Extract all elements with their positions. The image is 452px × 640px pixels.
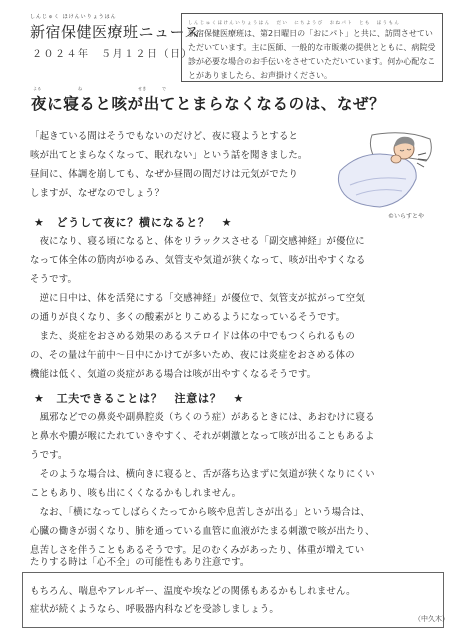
intro-line-4: しますが、なぜなのでしょう？	[30, 188, 165, 199]
headline: 夜に寝ると咳が出てとまらなくなるのは、なぜ？	[31, 95, 386, 113]
notice-text: 新宿保健医療班は、第2日曜日の「おにパト」と共に、訪問させていただいています。主に医師、一般的な市販薬の提供とともに、病院受診が必要な場合のお手伝いをさせていただいています。何か心配なことがありましたら、お声掛けください。	[188, 29, 436, 80]
section1-line: なって体全体の筋肉がゆるみ、気管支や気道が狭くなって、咳が出やすくなる	[30, 255, 366, 266]
section1-line: の、その量は午前中〜日中にかけてが多いため、夜には炎症をおさめる体の	[30, 350, 355, 361]
notice-ruby: しんじゅくほけんいりょうはん だい にちようび おねパト とも ほうもん	[188, 21, 401, 26]
intro-line-2: 咳が出てとまらなくなって、眠れない」という話を聞きました。	[30, 150, 308, 161]
section2-line: こともあり、咳も出にくくなるかもしれません。	[30, 488, 242, 499]
intro-line-1: 「起きている間はそうでもないのだけど、夜に寝ようとすると	[30, 131, 299, 142]
intro-line-3: 昼间に、体調を崩しても、なぜか昼間の間だけは元気がでたり	[30, 169, 299, 180]
headline-ruby-3: せき	[138, 86, 147, 91]
closing-box	[22, 572, 444, 628]
section2-line: うです。	[30, 450, 68, 461]
closing-line: もちろん、喘息やアレルギー、温度や埃などの関係もあるかもしれません。	[30, 586, 356, 597]
section1-line: また、炎症をおさめる効果のあるステロイドは体の中でもつくられるもの	[30, 331, 356, 342]
author-signature: （中久木）	[414, 615, 449, 623]
section2-line: そのような場合は、横向きに寝ると、舌が落ち込まずに気道が狭くなりにくい	[30, 469, 375, 480]
section1-heading: ★ どうして夜に？横になると？ ★	[34, 216, 233, 229]
section1-line: 逆に日中は、体を活発にする「交感神経」が優位で、気管支が拡がって空気	[30, 293, 365, 304]
closing-line: 症状が続くようなら、呼吸器内科などを受診しましょう。	[30, 604, 279, 615]
section2-line: 風邪などでの鼻炎や副鼻腔炎（ちくのう症）があるときには、あおむけに寝る	[30, 412, 375, 423]
headline-ruby-4: で	[162, 86, 167, 91]
section1-line: の通りが良くなり、多くの酸素がとりこめるようになっているそうです。	[30, 312, 346, 323]
section2-line: 息苦しさを伴うこともあるそうです。足のむくみがあったり、体重が増えてい	[30, 545, 365, 556]
section1-line: 機能は低く、気道の炎症がある場合は咳が出やすくなるそうです。	[30, 369, 317, 380]
coughing-in-bed-illustration	[334, 127, 438, 211]
notice-box	[181, 13, 443, 82]
section2-line: たりする時は「心不全」の可能性もあり注意です。	[30, 557, 250, 568]
headline-ruby-1: よる	[33, 86, 42, 91]
headline-ruby-2: ね	[78, 86, 83, 91]
section2-line: と鼻水や膿が喉にたれていきやすく、それが刺激となって咳が出ることもあるよ	[30, 431, 375, 442]
illustration-credit: ©いらすとや	[388, 213, 425, 220]
section2-line: なお、「横になってしばらくたってから咳や息苦しさが出る」という場合は、	[30, 507, 371, 518]
section1-line: そうです。	[30, 274, 78, 285]
section1-line: 夜になり、寝る頃になると、体をリラックスさせる「副交感神経」が優位に	[30, 236, 365, 247]
section2-line: 心臓の働きが弱くなり、肺を通っている血管に血液がたまる刺激で咳が出たり、	[30, 526, 375, 537]
issue-date: ２０２４年 ５月１２日（日）	[32, 49, 193, 60]
section2-heading: ★ 工夫できることは？ 注意は？ ★	[34, 392, 245, 405]
masthead-ruby: しんじゅく ほけんいりょうはん	[30, 14, 117, 20]
newsletter-title: 新宿保健医療班ニュース	[30, 23, 200, 41]
